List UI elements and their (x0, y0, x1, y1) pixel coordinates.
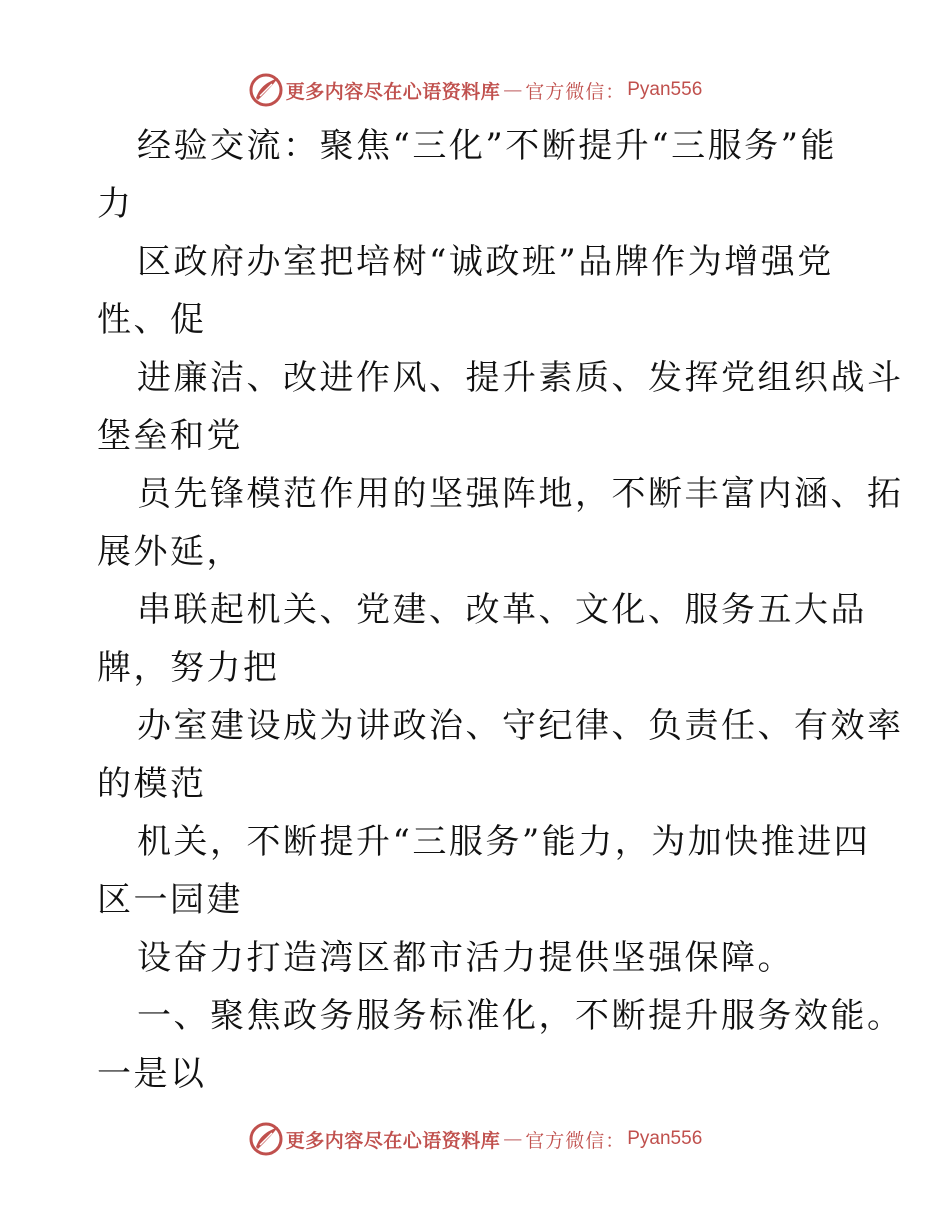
header-wechat-label: 官方微信： (525, 80, 626, 103)
paragraph-line: 经验交流：聚焦“三化”不断提升“三服务”能 (137, 126, 838, 166)
document-body (97, 117, 904, 1103)
paragraph-4 (97, 465, 904, 581)
header-separator: — (503, 79, 523, 101)
paragraph-3 (97, 349, 904, 465)
paragraph-line: 一、聚焦政务服务标准化，不断提升服务效能。 (137, 996, 904, 1036)
paragraph-continuation: 区一园建 (97, 880, 243, 920)
paragraph-line: 机关，不断提升“三服务”能力，为加快推进四 (137, 822, 871, 862)
paragraph-continuation: 展外延， (97, 532, 243, 572)
footer-banner (0, 1119, 950, 1159)
footer-wechat-account: Pyan556 (627, 1128, 703, 1149)
seal-logo-icon (248, 72, 284, 108)
paragraph-9 (97, 987, 904, 1103)
paragraph-line: 员先锋模范作用的坚强阵地，不断丰富内涵、拓 (137, 474, 904, 514)
footer-wechat-label: 官方微信： (525, 1129, 626, 1152)
header-wechat-account: Pyan556 (627, 79, 703, 100)
footer-lead-text: 更多内容尽在心语资料库 (285, 1129, 501, 1152)
paragraph-7 (97, 813, 871, 929)
header-banner (0, 70, 950, 110)
paragraph-line: 办室建设成为讲政治、守纪律、负责任、有效率 (137, 706, 904, 746)
seal-logo-icon (248, 1121, 284, 1157)
paragraph-continuation: 的模范 (97, 764, 207, 804)
paragraph-line: 区政府办室把培树“诚政班”品牌作为增强党 (137, 242, 834, 282)
paragraph-1 (97, 117, 857, 233)
paragraph-line: 设奋力打造湾区都市活力提供坚强保障。 (137, 938, 794, 978)
paragraph-2 (97, 233, 857, 349)
header-lead-text: 更多内容尽在心语资料库 (285, 80, 501, 103)
paragraph-6 (97, 697, 904, 813)
footer-separator: — (503, 1128, 523, 1150)
paragraph-line: 进廉洁、改进作风、提升素质、发挥党组织战斗 (137, 358, 904, 398)
paragraph-5 (97, 581, 867, 697)
paragraph-line: 串联起机关、党建、改革、文化、服务五大品 (137, 590, 867, 630)
paragraph-continuation: 堡垒和党 (97, 416, 243, 456)
paragraph-continuation: 力 (97, 184, 134, 224)
paragraph-continuation: 一是以 (97, 1054, 207, 1094)
paragraph-continuation: 牌，努力把 (97, 648, 280, 688)
paragraph-continuation: 性、促 (97, 300, 207, 340)
paragraph-8 (97, 929, 857, 987)
